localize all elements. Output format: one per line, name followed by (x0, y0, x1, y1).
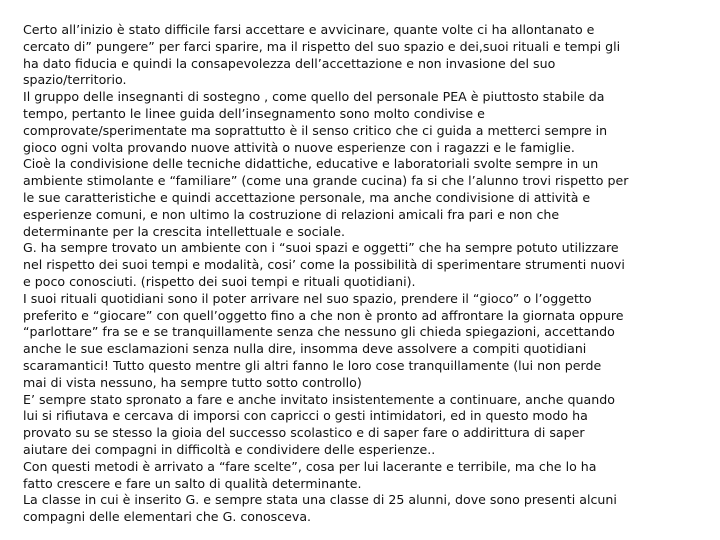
text-line: Il gruppo delle insegnanti di sostegno , come quello del personale PEA è piuttosto stabile da (23, 89, 605, 105)
text-line: scaramantici! Tutto questo mentre gli altri fanno le loro cose tranquillamente (lui non perde (23, 357, 602, 373)
text-line: Certo all’inizio è stato difficile farsi accettare e avvicinare, quante volte ci ha allontanato e (23, 22, 595, 37)
text-line: gioco ogni volta provando nuove attività o nuove esperienze con i ragazzi e le famiglie. (23, 139, 575, 155)
text-line: comprovate/sperimentate ma soprattutto è il senso critico che ci guida a metterci sempre in (23, 122, 608, 138)
text-line: compagni delle elementari che G. conosceva. (23, 509, 312, 525)
text-line: spazio/territorio. (23, 72, 127, 88)
document-body (23, 22, 703, 526)
text-line: aiutare dei compagni in difficoltà e condividere delle esperienze.. (23, 441, 436, 457)
text-line: I suoi rituali quotidiani sono il poter arrivare nel suo spazio, prendere il “gioco” o l’oggetto (23, 290, 592, 306)
text-line: fatto crescere e fare un salto di qualità determinante. (23, 475, 362, 491)
text-line: E’ sempre stato spronato a fare e anche invitato insistentemente a continuare, anche quando (23, 391, 615, 407)
text-line: G. ha sempre trovato un ambiente con i “suoi spazi e oggetti” che ha sempre potuto utilizzare (23, 240, 619, 256)
text-line: mai di vista nessuno, ha sempre tutto sotto controllo) (23, 374, 362, 390)
text-line: tempo, pertanto le linee guida dell’insegnamento sono molto condivise e (23, 105, 485, 121)
text-line: cercato di” pungere” per farci sparire, ma il rispetto del suo spazio e dei,suoi rituali e tempi gli (23, 38, 621, 54)
text-line: anche le sue esclamazioni senza nulla dire, insomma deve assolvere a compiti quotidiani (23, 341, 587, 357)
text-line: nel rispetto dei suoi tempi e modalità, cosi’ come la possibilità di sperimentare strumenti nuovi (23, 257, 625, 273)
text-line: Cioè la condivisione delle tecniche didattiche, educative e laboratoriali svolte sempre in un (23, 156, 599, 172)
text-line: provato su se stesso la gioia del successo scolastico e di saper fare o addirittura di saper (23, 425, 585, 441)
text-line: esperienze comuni, e non ultimo la costruzione di relazioni amicali fra pari e non che (23, 206, 560, 222)
text-line: “parlottare” fra se e se tranquillamente senza che nessuno gli chieda spiegazioni, accettando (23, 324, 615, 340)
text-line: ha dato fiducia e quindi la consapevolezza dell’accettazione e non invasione del suo (23, 55, 556, 71)
text-line: e poco conosciuti. (rispetto dei suoi tempi e rituali quotidiani). (23, 273, 416, 289)
text-line: determinante per la crescita intellettuale e sociale. (23, 223, 346, 239)
text-line: le sue caratteristiche e quindi accettazione personale, ma anche condivisione di attività e (23, 189, 591, 205)
text-line: ambiente stimolante e “familiare” (come una grande cucina) fa si che l’alunno trovi rispetto per (23, 173, 629, 189)
text-line: La classe in cui è inserito G. e sempre stata una classe di 25 alunni, dove sono presenti alcuni (23, 492, 617, 508)
text-line: lui si rifiutava e cercava di imporsi con capricci o gesti intimidatori, ed in questo modo ha (23, 408, 588, 424)
text-line: preferito e “giocare” con quell’oggetto fino a che non è pronto ad affrontare la giornata oppure (23, 307, 624, 323)
text-line: Con questi metodi è arrivato a “fare scelte”, cosa per lui lacerante e terribile, ma che lo ha (23, 458, 597, 474)
